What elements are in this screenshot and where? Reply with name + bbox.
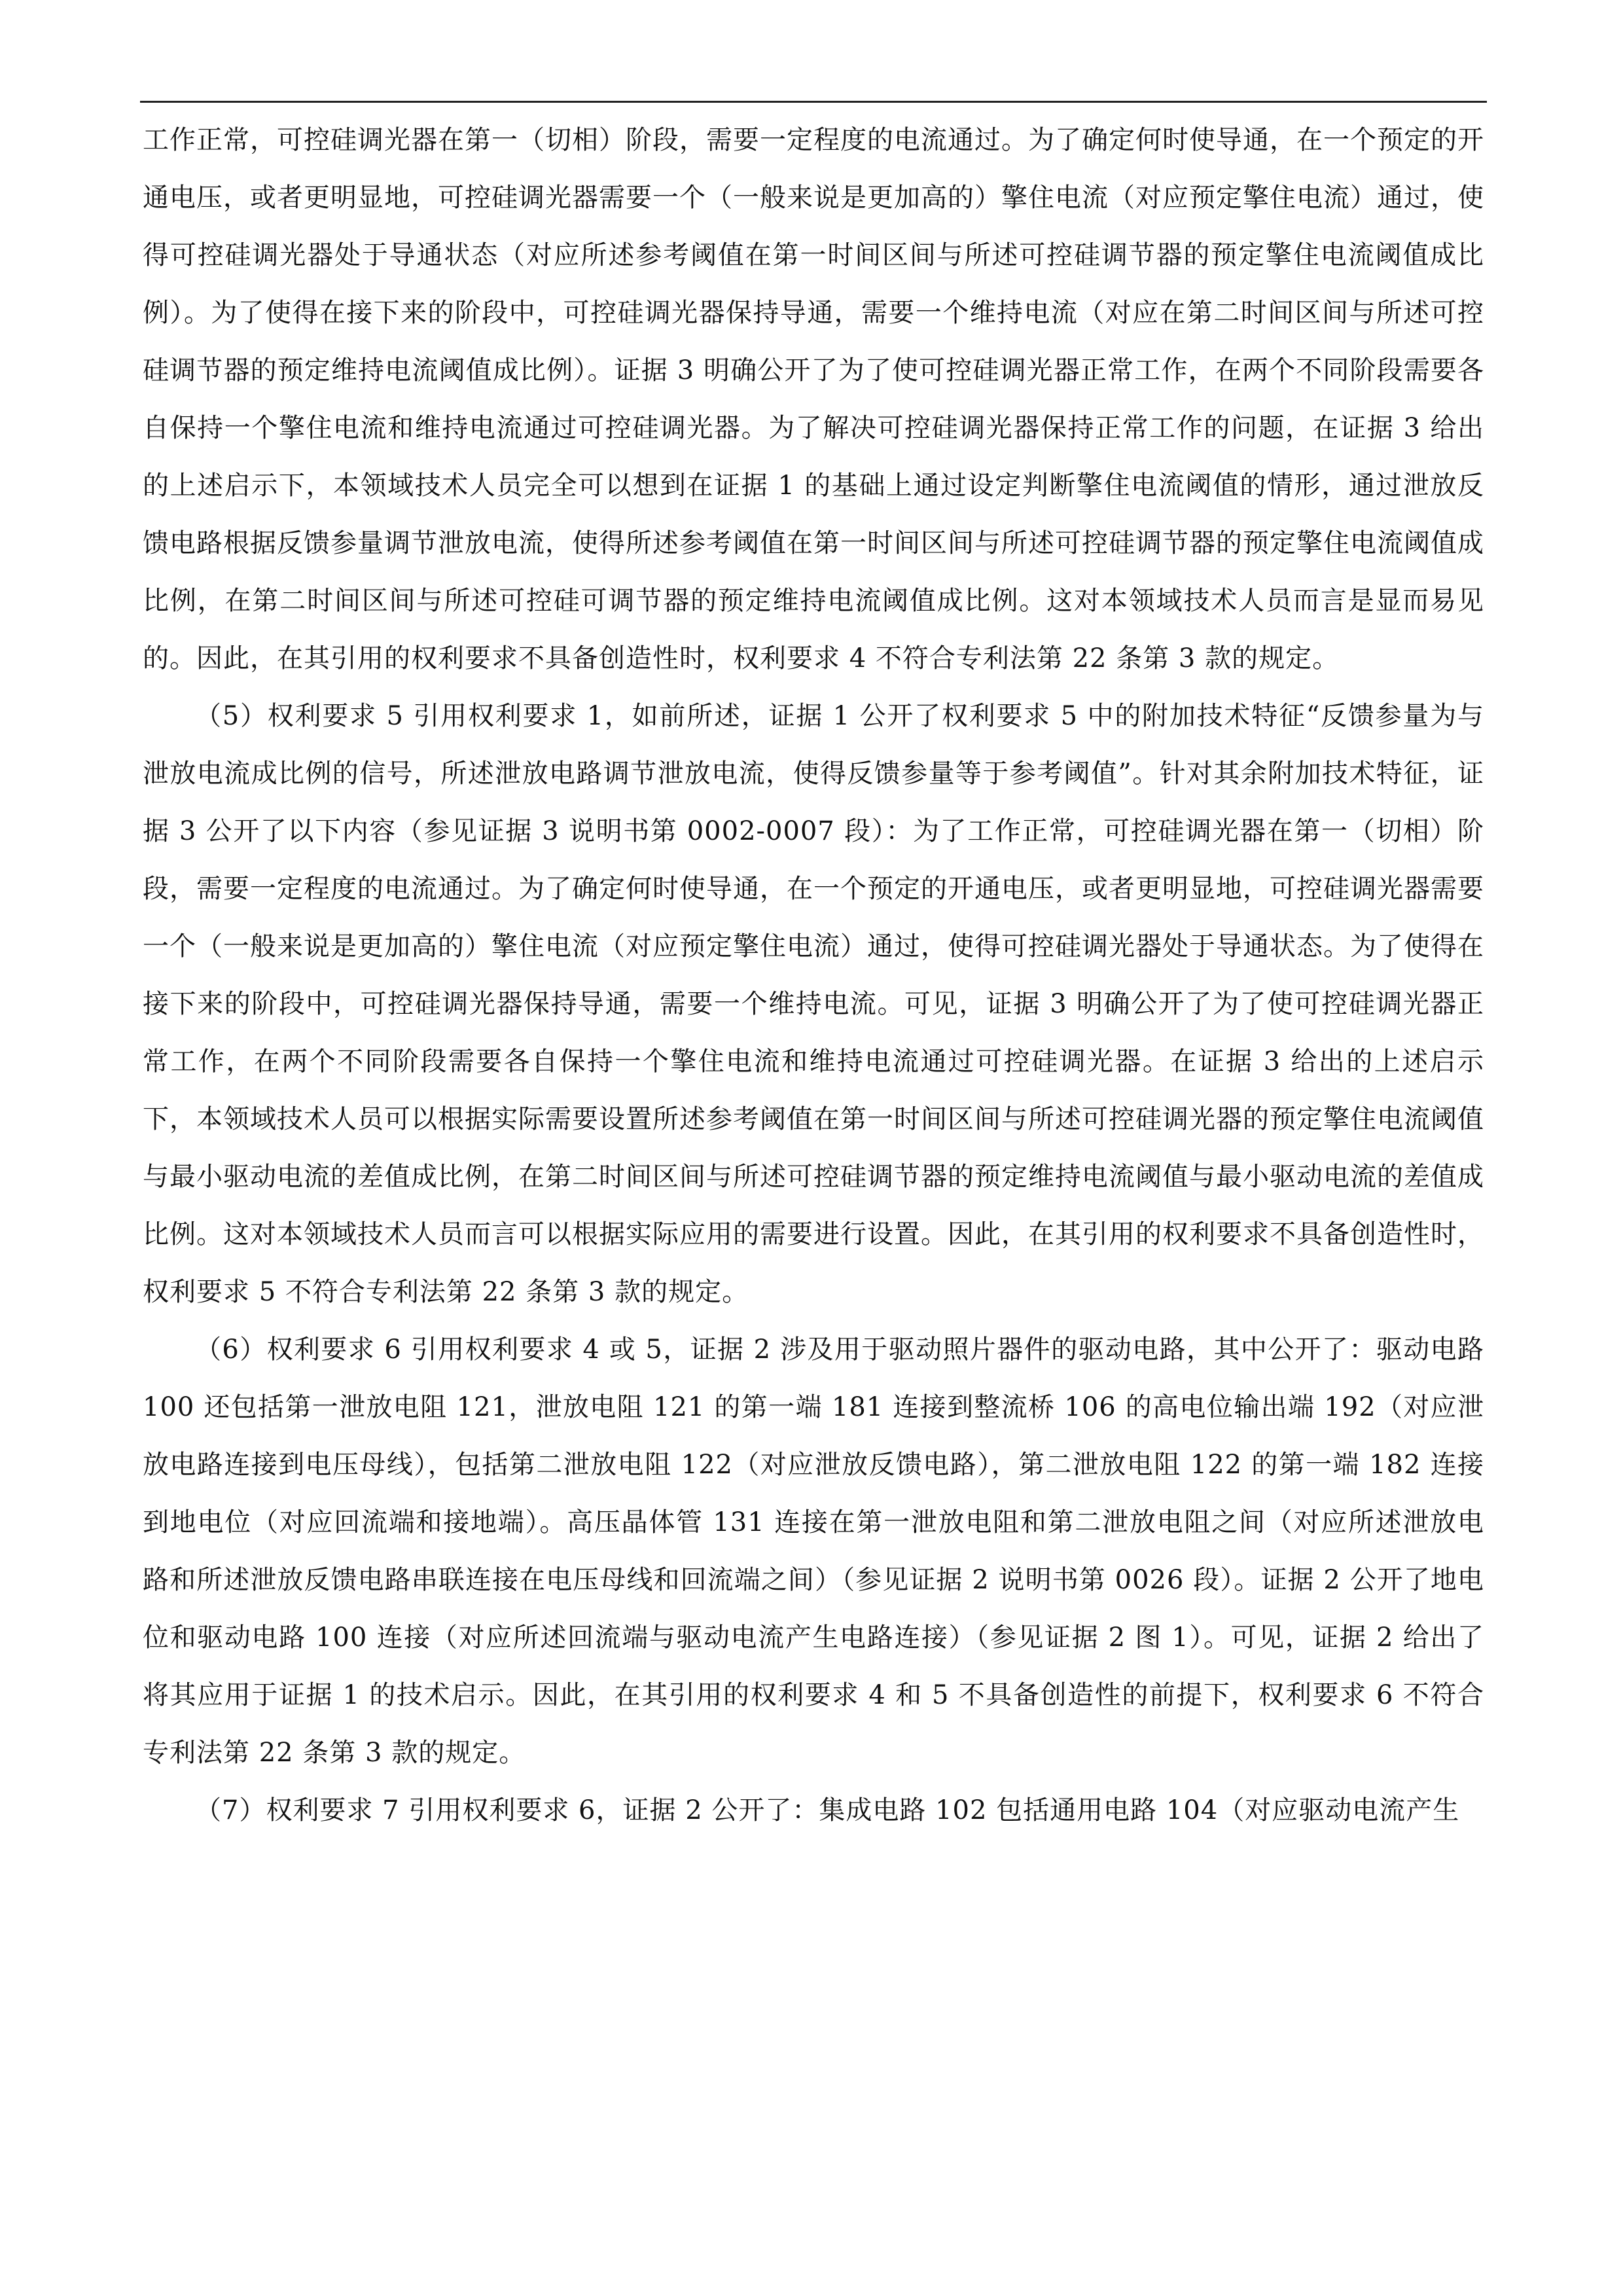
paragraph-claim-6: （6）权利要求 6 引用权利要求 4 或 5，证据 2 涉及用于驱动照片器件的驱动电路，其中公开了：驱动电路 100 还包括第一泄放电阻 121，泄放电阻 121 的第一端 181 连接到整流桥 106 的高电位输出端 192（对应泄放电路连接到电压母线），包括第二泄放电阻 122（对应泄放反馈电路），第二泄放电阻 122 的第一端 182 连接到地电位（对应回流端和接地端）。高压晶体管 131 连接在第一泄放电阻和第二泄放电阻之间（对应所述泄放电路和所述泄放反馈电路串联连接在电压母线和回流端之间）（参见证据 2 说明书第 0026 段）。证据 2 公开了地电位和驱动电路 100 连接（对应所述回流端与驱动电流产生电路连接）（参见证据 2 图 1）。可见，证据 2 给出了将其应用于证据 1 的技术启示。因此，在其引用的权利要求 4 和 5 不具备创造性的前提下，权利要求 6 不符合专利法第 22 条第 3 款的规定。 <box>143 1335 1484 1768</box>
document-body <box>143 111 1484 1839</box>
paragraph-claim-7: （7）权利要求 7 引用权利要求 6，证据 2 公开了：集成电路 102 包括通用电路 104（对应驱动电流产生 <box>195 1795 1460 1825</box>
paragraph-claim-5: （5）权利要求 5 引用权利要求 1，如前所述，证据 1 公开了权利要求 5 中的附加技术特征“反馈参量为与泄放电流成比例的信号，所述泄放电路调节泄放电流，使得反馈参量等于参考阈值”。针对其余附加技术特征，证据 3 公开了以下内容（参见证据 3 说明书第 0002-0007 段）：为了工作正常，可控硅调光器在第一（切相）阶段，需要一定程度的电流通过。为了确定何时使导通，在一个预定的开通电压，或者更明显地，可控硅调光器需要一个（一般来说是更加高的）擎住电流（对应预定擎住电流）通过，使得可控硅调光器处于导通状态。为了使得在接下来的阶段中，可控硅调光器保持导通，需要一个维持电流。可见，证据 3 明确公开了为了使可控硅调光器正常工作，在两个不同阶段需要各自保持一个擎住电流和维持电流通过可控硅调光器。在证据 3 给出的上述启示下，本领域技术人员可以根据实际需要设置所述参考阈值在第一时间区间与所述可控硅调光器的预定擎住电流阈值与最小驱动电流的差值成比例，在第二时间区间与所述可控硅调节器的预定维持电流阈值与最小驱动电流的差值成比例。这对本领域技术人员而言可以根据实际应用的需要进行设置。因此，在其引用的权利要求不具备创造性时，权利要求 5 不符合专利法第 22 条第 3 款的规定。 <box>143 701 1484 1307</box>
header-rule <box>140 101 1487 103</box>
paragraph-continuation: 工作正常，可控硅调光器在第一（切相）阶段，需要一定程度的电流通过。为了确定何时使导通，在一个预定的开通电压，或者更明显地，可控硅调光器需要一个（一般来说是更加高的）擎住电流（对应预定擎住电流）通过，使得可控硅调光器处于导通状态（对应所述参考阈值在第一时间区间与所述可控硅调节器的预定擎住电流阈值成比例）。为了使得在接下来的阶段中，可控硅调光器保持导通，需要一个维持电流（对应在第二时间区间与所述可控硅调节器的预定维持电流阈值成比例）。证据 3 明确公开了为了使可控硅调光器正常工作，在两个不同阶段需要各自保持一个擎住电流和维持电流通过可控硅调光器。为了解决可控硅调光器保持正常工作的问题，在证据 3 给出的上述启示下，本领域技术人员完全可以想到在证据 1 的基础上通过设定判断擎住电流阈值的情形，通过泄放反馈电路根据反馈参量调节泄放电流，使得所述参考阈值在第一时间区间与所述可控硅调节器的预定擎住电流阈值成比例，在第二时间区间与所述可控硅可调节器的预定维持电流阈值成比例。这对本领域技术人员而言是显而易见的。因此，在其引用的权利要求不具备创造性时，权利要求 4 不符合专利法第 22 条第 3 款的规定。 <box>143 125 1484 673</box>
